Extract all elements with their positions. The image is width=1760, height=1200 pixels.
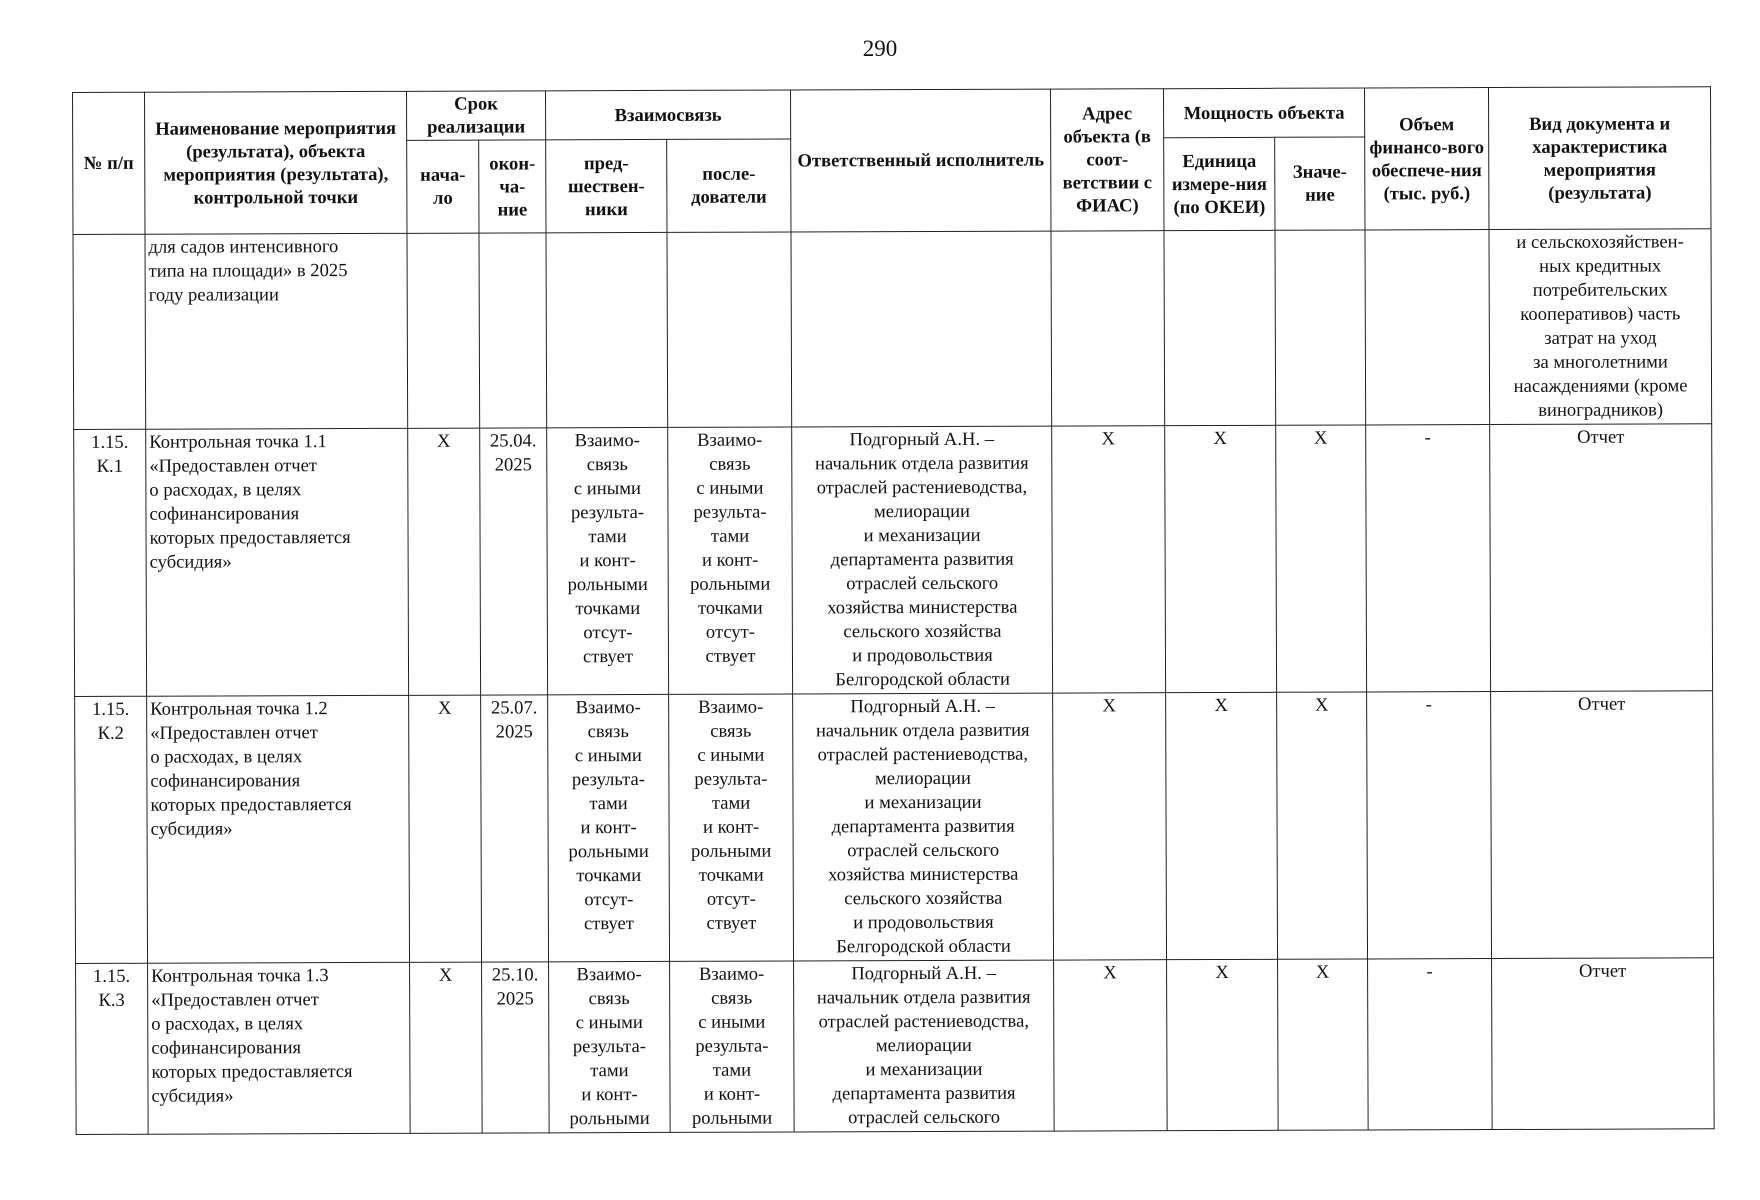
cell-num: 1.15. К.1 [74, 429, 147, 696]
cell-value: X [1278, 959, 1369, 1130]
cell-name: Контрольная точка 1.1 «Предоставлен отчет о расходах, в целях софинансирования которых предоставляется субсидия» [146, 428, 409, 696]
page-number: 290 [862, 36, 898, 61]
header-finance: Объем финансо-вого обеспече-ния (тыс. руб.) [1365, 88, 1489, 230]
header-name: Наименование мероприятия (результата), объекта мероприятия (результата), контрольной точки [145, 91, 407, 234]
header-start: нача- ло [407, 140, 479, 233]
header-capacity: Мощность объекта [1164, 88, 1365, 138]
header-predecessors: пред- шествен- ники [546, 139, 667, 232]
header-address: Адрес объекта (в соот-ветствии с ФИАС) [1051, 89, 1164, 231]
cell-successors: Взаимо- связь с иными результа- тами и конт- рольными точками отсут- ствует [668, 427, 793, 694]
cell-unit [1164, 230, 1276, 425]
cell-address: X [1054, 960, 1168, 1131]
header-end: окон- ча- ние [479, 140, 546, 233]
cell-finance: - [1367, 692, 1492, 959]
cell-start: X [410, 962, 483, 1133]
header-doc-type: Вид документа и характеристика мероприятия (результата) [1489, 87, 1711, 230]
table-row [76, 958, 1715, 1135]
header-row-1 [73, 87, 1711, 142]
header-num: № п/п [73, 92, 145, 234]
cell-responsible [791, 231, 1052, 427]
activity-plan-table [72, 86, 1715, 1135]
cell-start [407, 233, 480, 428]
cell-unit: X [1167, 959, 1279, 1130]
header-value: Значе-ние [1275, 137, 1365, 230]
cell-doc-type: Отчет [1490, 424, 1713, 692]
cell-address [1051, 231, 1165, 426]
cell-finance: - [1366, 425, 1491, 692]
cell-num: 1.15. К.3 [76, 963, 149, 1134]
cell-successors: Взаимо- связь с иными результа- тами и конт- рольными [670, 961, 795, 1132]
cell-start: X [409, 695, 482, 962]
cell-unit: X [1166, 692, 1278, 959]
cell-start: X [408, 428, 481, 695]
cell-predecessors: Взаимо- связь с иными результа- тами и конт- рольными точками отсут- ствует [548, 694, 670, 961]
header-unit: Единица измере-ния (по ОКЕИ) [1164, 137, 1275, 230]
header-relation: Взаимосвязь [546, 90, 791, 140]
cell-value: X [1276, 425, 1367, 692]
cell-successors [667, 232, 792, 427]
cell-end: 25.10. 2025 [482, 962, 550, 1133]
cell-doc-type: Отчет [1492, 958, 1715, 1130]
cell-end: 25.04. 2025 [480, 428, 548, 695]
cell-name: для садов интенсивного типа на площади» в 2025 году реализации [145, 233, 408, 429]
cell-doc-type: Отчет [1491, 691, 1714, 959]
cell-value: X [1277, 692, 1368, 959]
cell-end [479, 233, 547, 428]
cell-address: X [1052, 426, 1166, 693]
table-row [74, 424, 1713, 697]
cell-address: X [1053, 693, 1167, 960]
cell-value [1275, 230, 1366, 425]
cell-responsible: Подгорный А.Н. – начальник отдела развития отраслей растениеводства, мелиорации и механизации департамента развития отраслей сельского [794, 960, 1055, 1132]
cell-finance: - [1368, 959, 1493, 1130]
cell-num [73, 234, 146, 429]
cell-responsible: Подгорный А.Н. – начальник отдела развития отраслей растениеводства, мелиорации и механизации департамента развития отраслей сельского хозяйства министерства сельского хозяйства и продовольствия Белгородской области [793, 693, 1054, 961]
cell-predecessors: Взаимо- связь с иными результа- тами и конт- рольными [549, 961, 671, 1132]
cell-finance [1365, 230, 1490, 425]
cell-num: 1.15. К.2 [75, 696, 148, 963]
cell-end: 25.07. 2025 [481, 695, 549, 962]
cell-predecessors: Взаимо- связь с иными результа- тами и конт- рольными точками отсут- ствует [547, 427, 669, 694]
header-successors: после- дователи [667, 139, 791, 232]
table-row-continuation [73, 229, 1712, 430]
cell-unit: X [1165, 425, 1277, 692]
cell-name: Контрольная точка 1.3 «Предоставлен отчет о расходах, в целях софинансирования которых предоставляется субсидия» [148, 962, 411, 1134]
cell-name: Контрольная точка 1.2 «Предоставлен отчет о расходах, в целях софинансирования которых предоставляется субсидия» [147, 695, 410, 963]
header-responsible: Ответственный исполнитель [791, 89, 1051, 232]
cell-predecessors [546, 232, 668, 427]
cell-successors: Взаимо- связь с иными результа- тами и конт- рольными точками отсут- ствует [669, 694, 794, 961]
cell-doc-type: и сельскохозяйствен- ных кредитных потребительских кооперативов) часть затрат на уход за многолетними насаждениями (кроме виноградников) [1489, 229, 1712, 425]
header-term: Срок реализации [406, 91, 545, 140]
cell-responsible: Подгорный А.Н. – начальник отдела развития отраслей растениеводства, мелиорации и механизации департамента развития отраслей сельского хозяйства министерства сельского хозяйства и продовольствия Белгородской области [792, 426, 1053, 694]
table-row [75, 691, 1714, 964]
